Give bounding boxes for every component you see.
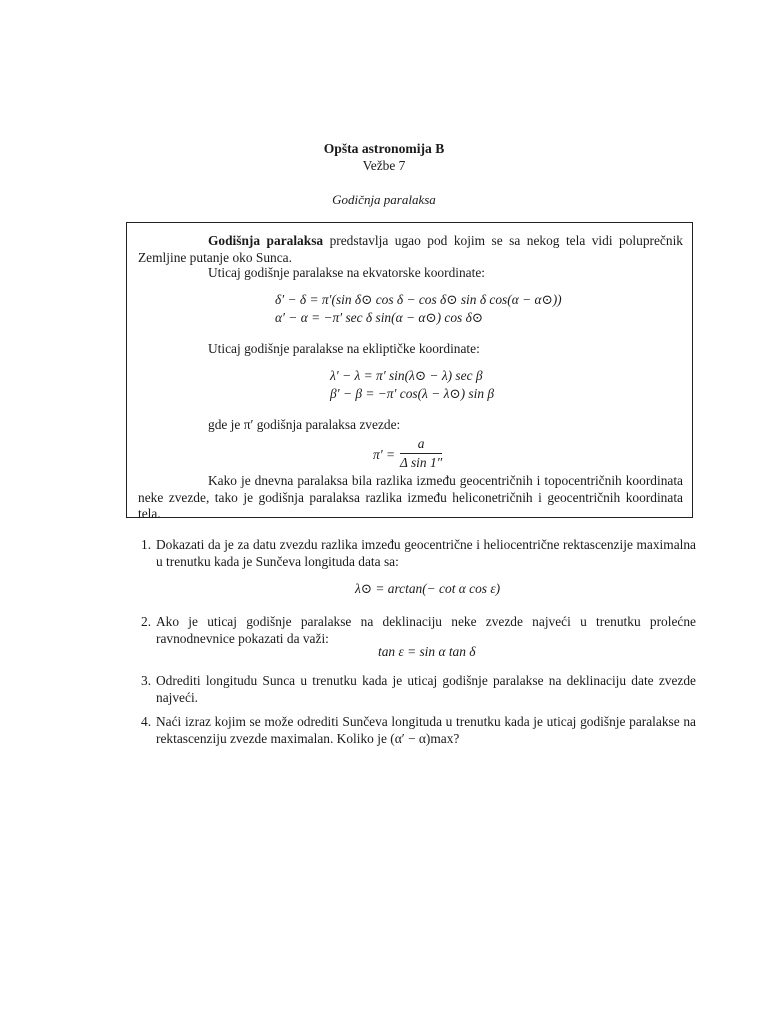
problem-number: 3.	[141, 673, 152, 688]
where-lead: gde je π′ godišnja paralaksa zvezde:	[208, 417, 401, 432]
document-title: Opšta astronomija B	[323, 141, 445, 156]
section-title: Godičnja paralaksa	[332, 192, 436, 207]
problem-4	[141, 714, 696, 747]
intro-paragraph	[138, 233, 683, 266]
equation-declination: δ′ − δ = π′(sin δ⊙ cos δ − cos δ⊙ sin δ cos(α − α⊙))	[275, 292, 562, 307]
problem-text: Odrediti longitudu Sunca u trenutku kada je uticaj godišnje paralakse na deklinaciju date zvezde najveći.	[156, 673, 696, 705]
problem-number: 2.	[141, 614, 152, 629]
closing-paragraph: Kako je dnevna paralaksa bila razlika između geocentričnih i topocentričnih koordinata neke zvezde, tako je godišnja paralaksa razlika između heliconetričnih i geocentričnih koordinata tela.	[138, 473, 683, 521]
problem-1	[141, 537, 696, 570]
problem-2-equation: tan ε = sin α tan δ	[378, 644, 476, 659]
equation-latitude: β′ − β = −π′ cos(λ − λ⊙) sin β	[330, 386, 495, 401]
equation-parallax-fraction	[400, 436, 442, 471]
document-subtitle: Vežbe 7	[362, 158, 406, 173]
equation-longitude: λ′ − λ = π′ sin(λ⊙ − λ) sec β	[330, 368, 483, 383]
intro-text: predstavlja ugao pod kojim se sa nekog tela vidi poluprečnik Zemljine putanje oko Sunca.	[138, 233, 683, 265]
intro-term: Godišnja paralaksa	[208, 233, 324, 248]
equation-parallax-left: π′ =	[373, 447, 396, 462]
problem-number: 4.	[141, 714, 152, 729]
problem-text: Ako je uticaj godišnje paralakse na deklinaciju neke zvezde najveći u trenutku prolećne ravnodnevnice pokazati da važi:	[156, 614, 696, 646]
fraction-numerator: a	[400, 436, 442, 454]
fraction-denominator: Δ sin 1″	[400, 455, 443, 470]
equation-right-ascension: α′ − α = −π′ sec δ sin(α − α⊙) cos δ⊙	[275, 310, 484, 325]
problem-text: Dokazati da je za datu zvezdu razlika imzeđu geocentrične i heliocentrične rektascenzije maximalna u trenutku kada je Sunčeva longituda data sa:	[156, 537, 696, 569]
problem-1-equation: λ⊙ = arctan(− cot α cos ε)	[355, 581, 501, 596]
problem-number: 1.	[141, 537, 152, 552]
problem-3	[141, 673, 696, 706]
ecliptic-lead: Uticaj godišnje paralakse na ekliptičke koordinate:	[208, 341, 480, 356]
problem-text: Naći izraz kojim se može odrediti Sunčeva longituda u trenutku kada je uticaj godišnje paralakse na rektascenziju zvezde maximalan. Koliko je (α′ − α)max?	[156, 714, 696, 746]
equatorial-lead: Uticaj godišnje paralakse na ekvatorske koordinate:	[208, 265, 486, 280]
